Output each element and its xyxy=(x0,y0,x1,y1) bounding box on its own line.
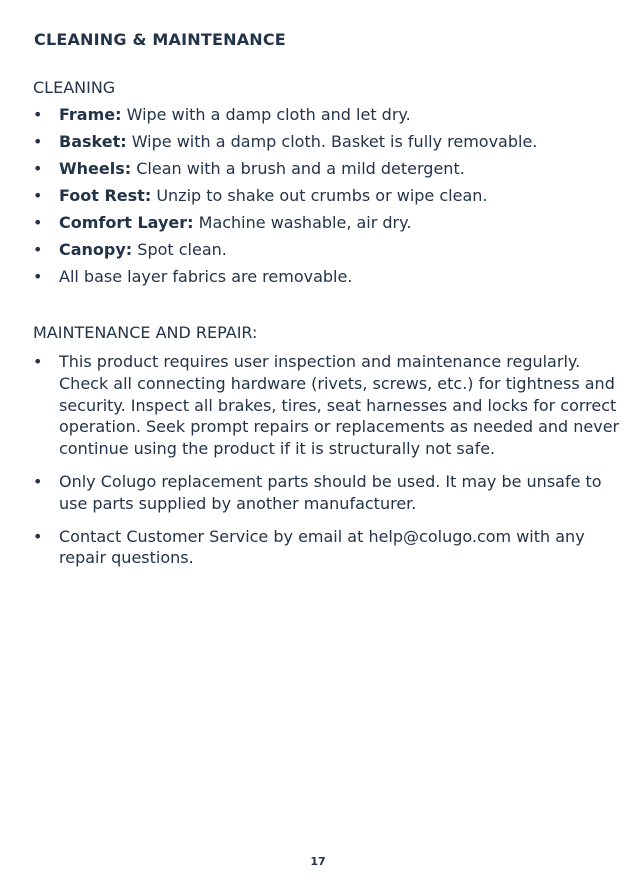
bullet-icon: • xyxy=(33,352,43,371)
bullet-icon: • xyxy=(33,159,43,178)
cleaning-item-base-layer xyxy=(33,266,623,293)
bullet-icon: • xyxy=(33,186,43,205)
item-text: Wipe with a damp cloth and let dry. xyxy=(121,105,411,124)
cleaning-list xyxy=(33,104,623,293)
item-term: Comfort Layer: xyxy=(59,213,194,232)
bullet-icon: • xyxy=(33,240,43,259)
page-title: CLEANING & MAINTENANCE xyxy=(34,30,286,49)
item-term: Canopy: xyxy=(59,240,133,259)
bullet-icon: • xyxy=(33,267,43,286)
item-term: Frame: xyxy=(59,105,122,124)
page-number: 17 xyxy=(310,855,326,868)
item-text: Contact Customer Service by email at help@colugo.com with any repair questions. xyxy=(59,526,585,568)
maintenance-item-inspection xyxy=(33,351,623,460)
item-term: Basket: xyxy=(59,132,127,151)
bullet-icon: • xyxy=(33,132,43,151)
item-term: Wheels: xyxy=(59,159,132,178)
bullet-icon: • xyxy=(33,105,43,124)
cleaning-item-frame xyxy=(33,104,623,131)
item-text: Only Colugo replacement parts should be used. It may be unsafe to use parts supplied by another manufacturer. xyxy=(59,471,602,513)
maintenance-heading: MAINTENANCE AND REPAIR: xyxy=(33,323,258,342)
item-text: All base layer fabrics are removable. xyxy=(59,267,353,286)
item-text: Wipe with a damp cloth. Basket is fully removable. xyxy=(126,132,538,151)
cleaning-item-comfort-layer xyxy=(33,212,623,239)
item-text: Clean with a brush and a mild detergent. xyxy=(131,159,465,178)
cleaning-heading: CLEANING xyxy=(33,78,116,97)
cleaning-item-basket xyxy=(33,131,623,158)
item-text: Spot clean. xyxy=(132,240,227,259)
maintenance-item-contact xyxy=(33,526,623,570)
maintenance-list xyxy=(33,351,623,569)
bullet-icon: • xyxy=(33,213,43,232)
bullet-icon: • xyxy=(33,526,43,546)
cleaning-item-canopy xyxy=(33,239,623,266)
bullet-icon: • xyxy=(33,471,43,491)
item-term: Foot Rest: xyxy=(59,186,152,205)
cleaning-item-foot-rest xyxy=(33,185,623,212)
item-text: Unzip to shake out crumbs or wipe clean. xyxy=(151,186,488,205)
item-text: Machine washable, air dry. xyxy=(193,213,412,232)
maintenance-item-parts xyxy=(33,471,623,515)
item-text: This product requires user inspection and maintenance regularly. Check all connecting hardware (rivets, screws, etc.) for tightness and security. Inspect all brakes, tires, seat harnesses and locks for correct operation. Seek prompt repairs or replacements as needed and never continue using the product if it is structurally not safe. xyxy=(59,352,620,459)
cleaning-item-wheels xyxy=(33,158,623,185)
